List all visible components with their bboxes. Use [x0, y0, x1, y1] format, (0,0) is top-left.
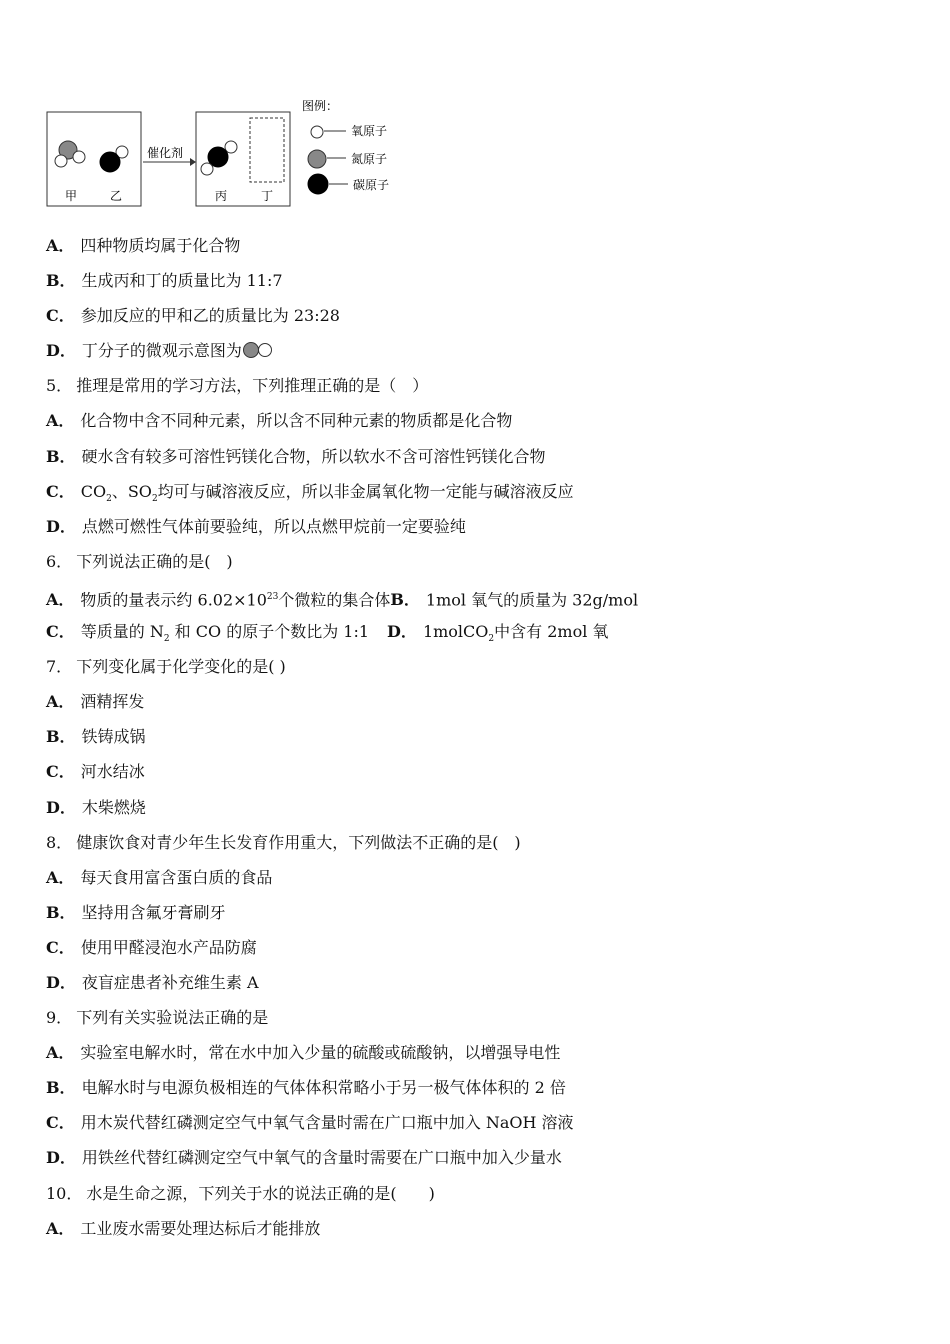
legend-oxygen-label: 氧原子	[351, 124, 388, 138]
question-list	[46, 231, 926, 1249]
q8-stem: 8． 健康饮食对青少年生长发育作用重大，下列做法不正确的是( )	[46, 832, 521, 852]
q8-option-b: B． 坚持用含氟牙膏刷牙	[46, 902, 226, 922]
catalyst-label: 催化剂	[147, 146, 184, 160]
q9-option-d: D． 用铁丝代替红磷测定空气中氧气的含量时需要在广口瓶中加入少量水	[46, 1148, 562, 1168]
q7-option-d: D． 木柴燃烧	[46, 797, 146, 817]
q5-option-d: D． 点燃可燃性气体前要验纯，所以点燃甲烷前一定要验纯	[46, 516, 466, 536]
q7-stem: 7． 下列变化属于化学变化的是( )	[46, 657, 286, 677]
legend-nitrogen-label: 氮原子	[351, 152, 388, 166]
legend-carbon-label: 碳原子	[353, 178, 390, 192]
label-jia: 甲	[65, 189, 78, 203]
carbon-atom	[100, 152, 120, 172]
q4-option-c: C． 参加反应的甲和乙的质量比为 23:28	[46, 306, 340, 326]
q10-stem: 10． 水是生命之源，下列关于水的说法正确的是( )	[46, 1183, 435, 1203]
q6-options-cd: C． 等质量的 $N_2$ 和 CO 的原子个数比为 1:1 D． 1molCO$_2$中含有 2mol 氧	[46, 622, 609, 645]
label-yi: 乙	[110, 189, 123, 203]
q8-option-c: C． 使用甲醛浸泡水产品防腐	[46, 937, 257, 957]
oxygen-atom	[225, 141, 237, 153]
legend-nitrogen-icon	[308, 150, 326, 168]
q8-option-a: A． 每天食用富含蛋白质的食品	[46, 867, 273, 887]
q9-stem: 9． 下列有关实验说法正确的是	[46, 1008, 269, 1028]
legend-title: 图例：	[302, 99, 339, 113]
q5-option-b: B． 硬水含有较多可溶性钙镁化合物，所以软水不含可溶性钙镁化合物	[46, 446, 546, 466]
q4-option-a: A． 四种物质均属于化合物	[46, 236, 241, 255]
q10-option-a: A． 工业废水需要处理达标后才能排放	[46, 1218, 321, 1238]
q9-option-b: B． 电解水时与电源负极相连的气体体积常略小于另一极气体体积的 2 倍	[46, 1078, 566, 1098]
q5-stem: 5． 推理是常用的学习方法，下列推理正确的是（ ）	[46, 376, 429, 396]
no-molecule-icon	[242, 341, 274, 359]
oxygen-atom	[73, 151, 85, 163]
q5-option-a: A． 化合物中含不同种元素，所以含不同种元素的物质都是化合物	[46, 411, 513, 431]
arrow-head-icon	[190, 158, 196, 166]
reaction-diagram-svg	[40, 94, 420, 214]
legend-oxygen-icon	[311, 126, 323, 138]
oxygen-atom	[55, 155, 67, 167]
q7-option-a: A． 酒精挥发	[46, 692, 145, 712]
q4-option-b: B． 生成丙和丁的质量比为 11:7	[46, 271, 283, 291]
q4-option-d: D． 丁分子的微观示意图为	[46, 336, 926, 371]
label-bing: 丙	[215, 189, 228, 203]
q5-option-c: C． $CO_2$、$SO_2$均可与碱溶液反应，所以非金属氧化物一定能与碱溶液反应	[46, 481, 574, 504]
q8-option-d: D． 夜盲症患者补充维生素 A	[46, 972, 259, 992]
legend-carbon-icon	[308, 174, 328, 194]
oxygen-atom	[201, 163, 213, 175]
q7-option-b: B． 铁铸成锅	[46, 727, 146, 747]
q6-options-ab: A． 物质的量表示约 $6.02\times 10^{23}$个微粒的集合体B． 1mol 氧气的质量为 32g/mol	[46, 590, 639, 610]
unknown-molecule-box	[250, 118, 284, 182]
q9-option-c: C． 用木炭代替红磷测定空气中氧气含量时需在广口瓶中加入 NaOH 溶液	[46, 1113, 574, 1133]
q9-option-a: A． 实验室电解水时，常在水中加入少量的硫酸或硫酸钠，以增强导电性	[46, 1043, 561, 1063]
q6-stem: 6． 下列说法正确的是( )	[46, 551, 233, 571]
reaction-diagram	[40, 94, 420, 214]
q7-option-c: C． 河水结冰	[46, 762, 145, 782]
label-ding: 丁	[261, 189, 274, 203]
